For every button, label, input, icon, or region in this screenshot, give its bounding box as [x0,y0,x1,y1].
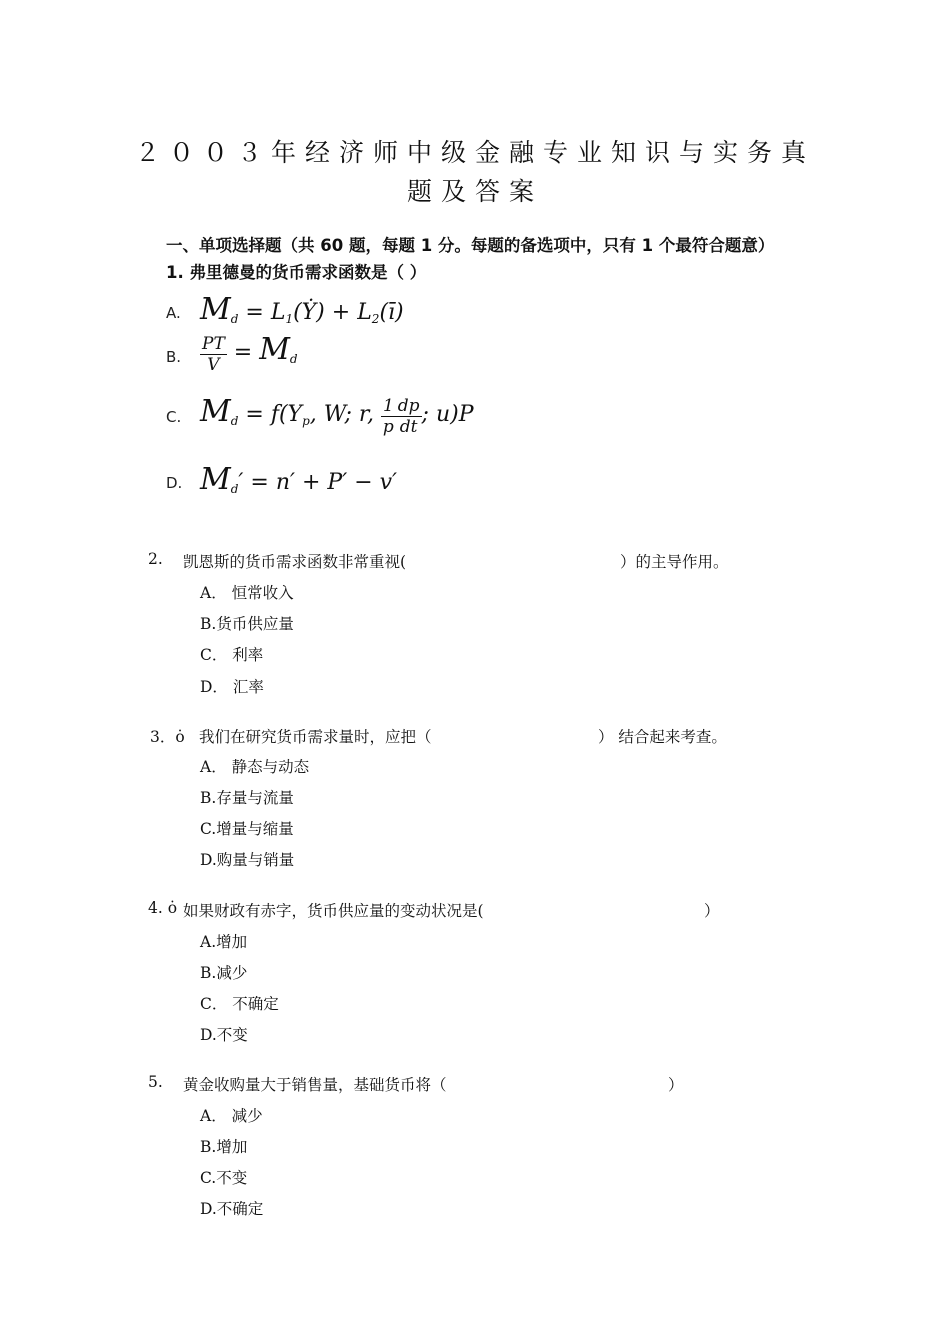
question-3-tail: ） 结合起来考查。 [598,728,727,746]
q1-option-a-letter: A. [166,304,181,322]
q1-formula-d: $M_d' = n' + P' - v'$ [200,462,398,497]
q3-option-a: A． 静态与动态 [200,758,310,776]
question-4-number: 4. ȯ [148,899,178,917]
question-4-tail: ） [704,902,720,920]
question-3-number: 3．ȯ [150,728,185,746]
q2-option-b: B.货币供应量 [200,615,294,633]
q4-option-d: D.不变 [200,1026,248,1044]
scanned-question-image [160,228,840,500]
question-2-tail: ）的主导作用。 [620,553,729,571]
q1-option-b-letter: B. [166,348,182,366]
q3-option-c: C.增量与缩量 [200,820,294,838]
question-1-stem: 1. 弗里德曼的货币需求函数是（ ） [166,263,427,282]
question-2-stem: 凯恩斯的货币需求函数非常重视( [183,553,407,571]
q2-option-d: D． 汇率 [200,678,264,696]
q1-option-c-letter: C. [166,408,182,426]
q1-formula-c: $M_d = f(Y_p$, W; r, $\frac{1}{p}$ $\frac{dp}{dt}$ ; u)P [200,394,474,437]
section-heading: 一、单项选择题（共 60 题，每题 1 分。每题的备选项中，只有 1 个最符合题意） [166,236,775,255]
q3-option-d: D.购量与销量 [200,851,295,869]
q5-option-d: D.不确定 [200,1200,264,1218]
q5-option-a: A． 减少 [200,1107,263,1125]
q1-option-d-letter: D. [166,474,183,492]
question-4-stem: 如果财政有赤字，货币供应量的变动状况是( [183,902,484,920]
q4-option-a: A.增加 [200,933,248,951]
q4-option-c: C． 不确定 [200,995,279,1013]
q5-option-b: B.增加 [200,1138,248,1156]
question-5-number: 5. [148,1073,163,1091]
q2-option-c: C． 利率 [200,646,264,664]
document-title-line-1: ２００３年经济师中级金融专业知识与实务真 [134,138,815,167]
q5-option-c: C.不变 [200,1169,248,1187]
q3-option-b: B.存量与流量 [200,789,294,807]
q2-option-a: A． 恒常收入 [200,584,294,602]
q4-option-b: B.减少 [200,964,248,982]
question-2-number: 2. [148,550,163,568]
document-title-line-2: 题及答案 [406,177,543,206]
q1-formula-b: $\frac{PT}{V}$ = $M_d$ [202,332,298,375]
q1-formula-a: $M_d$ = $L_1(Ẏ)$ + $L_2(ī)$ [200,292,404,327]
question-5-stem: 黄金收购量大于销售量，基础货币将（ [183,1076,447,1094]
question-3-stem: 我们在研究货币需求量时，应把（ [199,728,432,746]
question-5-tail: ） [668,1076,684,1094]
